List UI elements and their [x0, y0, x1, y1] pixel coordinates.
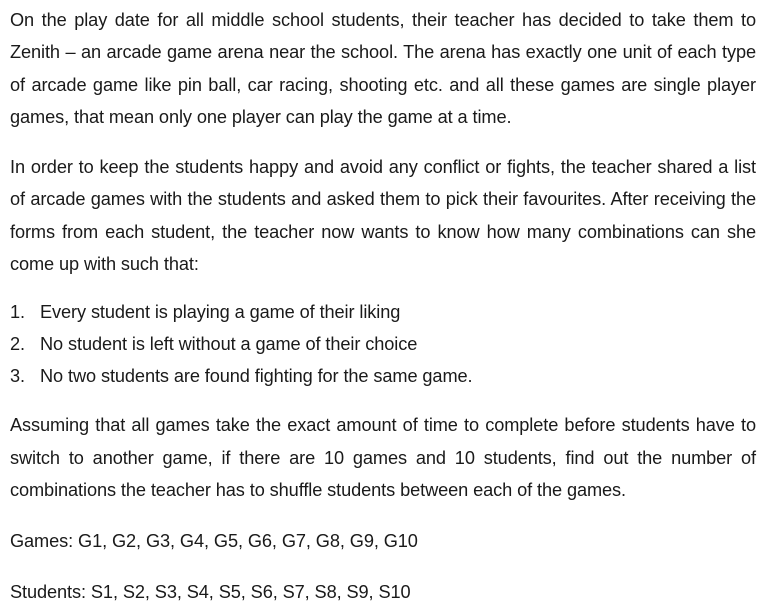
- list-item-text: Every student is playing a game of their liking: [40, 302, 401, 323]
- problem-document: [10, 4, 756, 608]
- list-item: [10, 360, 756, 392]
- games-line: Games: G1, G2, G3, G4, G5, G6, G7, G8, G9, G10: [10, 531, 418, 552]
- list-item-number: 1.: [10, 302, 25, 323]
- question-paragraph: Assuming that all games take the exact amount of time to complete before students have to switch to another game, if there are 10 games and 10 students, find out the number of combinations the teacher has to shuffle students between each of the games.: [10, 415, 756, 500]
- intro-paragraph: On the play date for all middle school students, their teacher has decided to take them to Zenith – an arcade game arena near the school. The arena has exactly one unit of each type of arcade game like pin ball, car racing, shooting etc. and all these games are single player games, that mean only one player can play the game at a time.: [10, 10, 756, 127]
- list-item-text: No two students are found fighting for the same game.: [40, 366, 473, 387]
- students-line: Students: S1, S2, S3, S4, S5, S6, S7, S8, S9, S10: [10, 582, 411, 603]
- list-item: [10, 328, 756, 360]
- list-item-number: 2.: [10, 334, 25, 355]
- list-item-text: No student is left without a game of their choice: [40, 334, 418, 355]
- list-item-number: 3.: [10, 366, 25, 387]
- list-item: [10, 296, 756, 328]
- conditions-list: [10, 296, 756, 392]
- task-paragraph: In order to keep the students happy and avoid any conflict or fights, the teacher shared a list of arcade games with the students and asked them to pick their favourites. After receiving the forms from each student, the teacher now wants to know how many combinations can she come up with such that:: [10, 157, 756, 275]
